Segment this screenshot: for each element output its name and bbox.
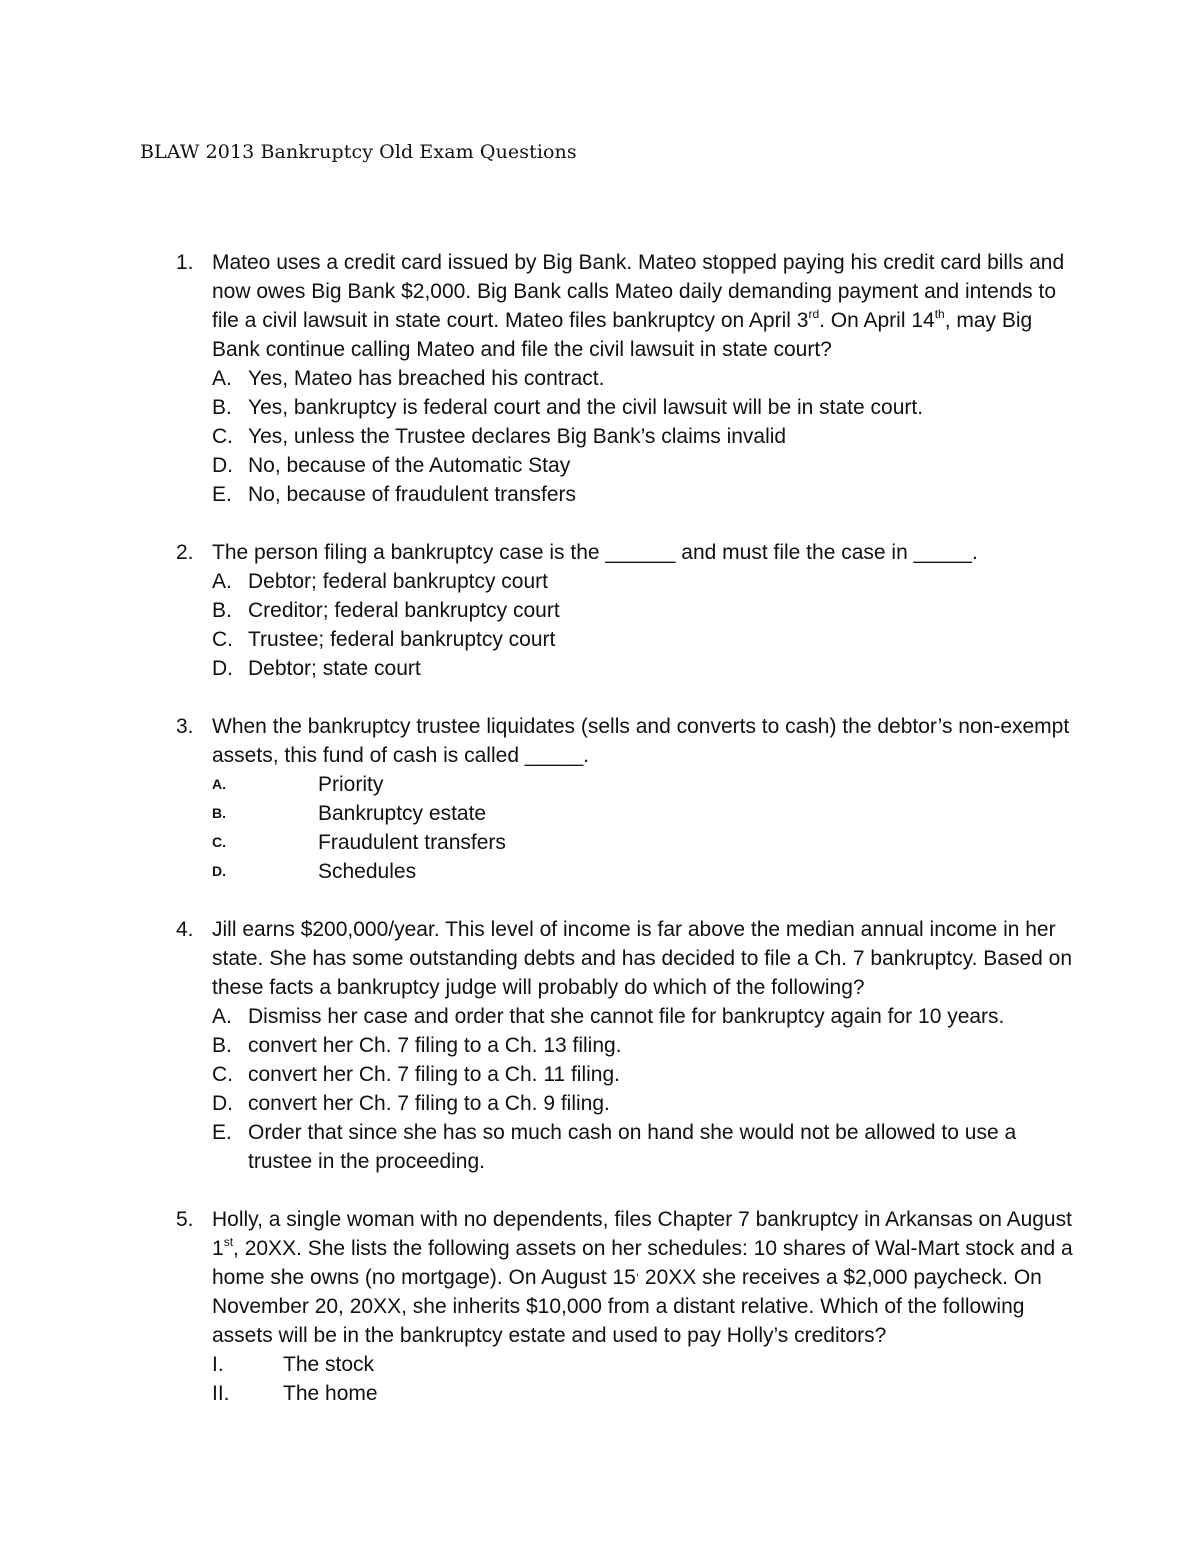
answer-option	[212, 480, 1076, 509]
option-text: Bankruptcy estate	[318, 802, 487, 825]
option-text: Dismiss her case and order that she cannot file for bankruptcy again for 10 years.	[248, 1005, 1005, 1028]
answer-option	[212, 1089, 1076, 1118]
option-letter: B.	[212, 396, 232, 419]
option-letter: D.	[212, 863, 226, 879]
question-2	[176, 538, 1076, 683]
option-letter: B.	[212, 1034, 232, 1057]
option-letter: A.	[212, 776, 226, 792]
answer-options	[212, 1002, 1076, 1176]
question-3	[176, 712, 1076, 886]
answer-options	[212, 364, 1076, 509]
option-letter: A.	[212, 570, 232, 593]
option-text: convert her Ch. 7 filing to a Ch. 11 filing.	[248, 1063, 620, 1086]
answer-option	[212, 364, 1076, 393]
option-text: Creditor; federal bankruptcy court	[248, 599, 560, 622]
option-text: Yes, Mateo has breached his contract.	[248, 367, 605, 390]
option-letter: B.	[212, 599, 232, 622]
option-letter: E.	[212, 483, 232, 506]
option-text: Fraudulent transfers	[318, 831, 506, 854]
answer-option	[212, 1060, 1076, 1089]
question-number: 3.	[176, 715, 194, 738]
option-letter: E.	[212, 1121, 232, 1144]
option-letter: B.	[212, 805, 226, 821]
option-letter: C.	[212, 1063, 233, 1086]
answer-options	[212, 567, 1076, 683]
answer-option	[212, 799, 1076, 828]
option-letter: A.	[212, 367, 232, 390]
question-5	[176, 1205, 1076, 1408]
option-text: No, because of the Automatic Stay	[248, 454, 571, 477]
question-number: 2.	[176, 541, 194, 564]
option-text: Yes, unless the Trustee declares Big Bank’s claims invalid	[248, 425, 787, 448]
option-letter: A.	[212, 1005, 232, 1028]
option-letter: I.	[212, 1353, 224, 1376]
question-text: Mateo uses a credit card issued by Big Bank. Mateo stopped paying his credit card bills and now owes Big Bank $2,000. Big Bank calls Mateo daily demanding payment and intends to file a civil lawsuit in state court. Mateo files bankruptcy on April 3rd. On April 14th, may Big Bank continue calling Mateo and file the civil lawsuit in state court?	[212, 251, 1065, 361]
question-number: 5.	[176, 1208, 194, 1231]
option-text: No, because of fraudulent transfers	[248, 483, 577, 506]
question-number: 4.	[176, 918, 194, 941]
option-text: Trustee; federal bankruptcy court	[248, 628, 556, 651]
answer-option	[212, 1002, 1076, 1031]
option-text: Yes, bankruptcy is federal court and the civil lawsuit will be in state court.	[248, 396, 924, 419]
answer-option	[212, 828, 1076, 857]
option-letter: II.	[212, 1382, 230, 1405]
answer-option	[212, 422, 1076, 451]
option-text: convert her Ch. 7 filing to a Ch. 13 filing.	[248, 1034, 622, 1057]
answer-option	[212, 567, 1076, 596]
option-letter: C.	[212, 834, 226, 850]
option-text: Priority	[318, 773, 384, 796]
question-text: The person filing a bankruptcy case is the ______ and must file the case in _____.	[212, 541, 978, 564]
question-text: Holly, a single woman with no dependents, files Chapter 7 bankruptcy in Arkansas on August 1st, 20XX. She lists the following assets on her schedules: 10 shares of Wal-Mart stock and a home she owns (no mortgage). On August 15, 20XX she receives a $2,000 paycheck. On November 20, 20XX, she inherits $10,000 from a distant relative. Which of the following assets will be in the bankruptcy estate and used to pay Holly’s creditors?	[212, 1208, 1073, 1347]
answer-option	[212, 1118, 1076, 1176]
option-letter: C.	[212, 425, 233, 448]
answer-option	[212, 857, 1076, 886]
answer-option	[212, 1350, 1076, 1379]
answer-option	[212, 393, 1076, 422]
answer-option	[212, 451, 1076, 480]
answer-option	[212, 625, 1076, 654]
question-4	[176, 915, 1076, 1176]
option-text: Order that since she has so much cash on hand she would not be allowed to use a trustee in the proceeding.	[248, 1121, 1017, 1173]
answer-option	[212, 1031, 1076, 1060]
option-letter: D.	[212, 454, 233, 477]
option-text: Debtor; federal bankruptcy court	[248, 570, 548, 593]
option-text: Debtor; state court	[248, 657, 421, 680]
option-letter: D.	[212, 1092, 233, 1115]
document-title: BLAW 2013 Bankruptcy Old Exam Questions	[140, 141, 577, 163]
option-text: The stock	[283, 1353, 375, 1376]
question-number: 1.	[176, 251, 194, 274]
option-letter: C.	[212, 628, 233, 651]
answer-options	[212, 770, 1076, 886]
option-text: The home	[283, 1382, 378, 1405]
option-text: Schedules	[318, 860, 417, 883]
answer-option	[212, 770, 1076, 799]
question-1	[176, 248, 1076, 509]
question-list	[176, 248, 1076, 1437]
question-text: When the bankruptcy trustee liquidates (sells and converts to cash) the debtor’s non-exempt assets, this fund of cash is called _____.	[212, 715, 1070, 767]
question-text: Jill earns $200,000/year. This level of income is far above the median annual income in her state. She has some outstanding debts and has decided to file a Ch. 7 bankruptcy. Based on these facts a bankruptcy judge will probably do which of the following?	[212, 918, 1073, 999]
option-text: convert her Ch. 7 filing to a Ch. 9 filing.	[248, 1092, 610, 1115]
option-letter: D.	[212, 657, 233, 680]
answer-option	[212, 1379, 1076, 1408]
answer-option	[212, 654, 1076, 683]
answer-options	[212, 1350, 1076, 1408]
answer-option	[212, 596, 1076, 625]
